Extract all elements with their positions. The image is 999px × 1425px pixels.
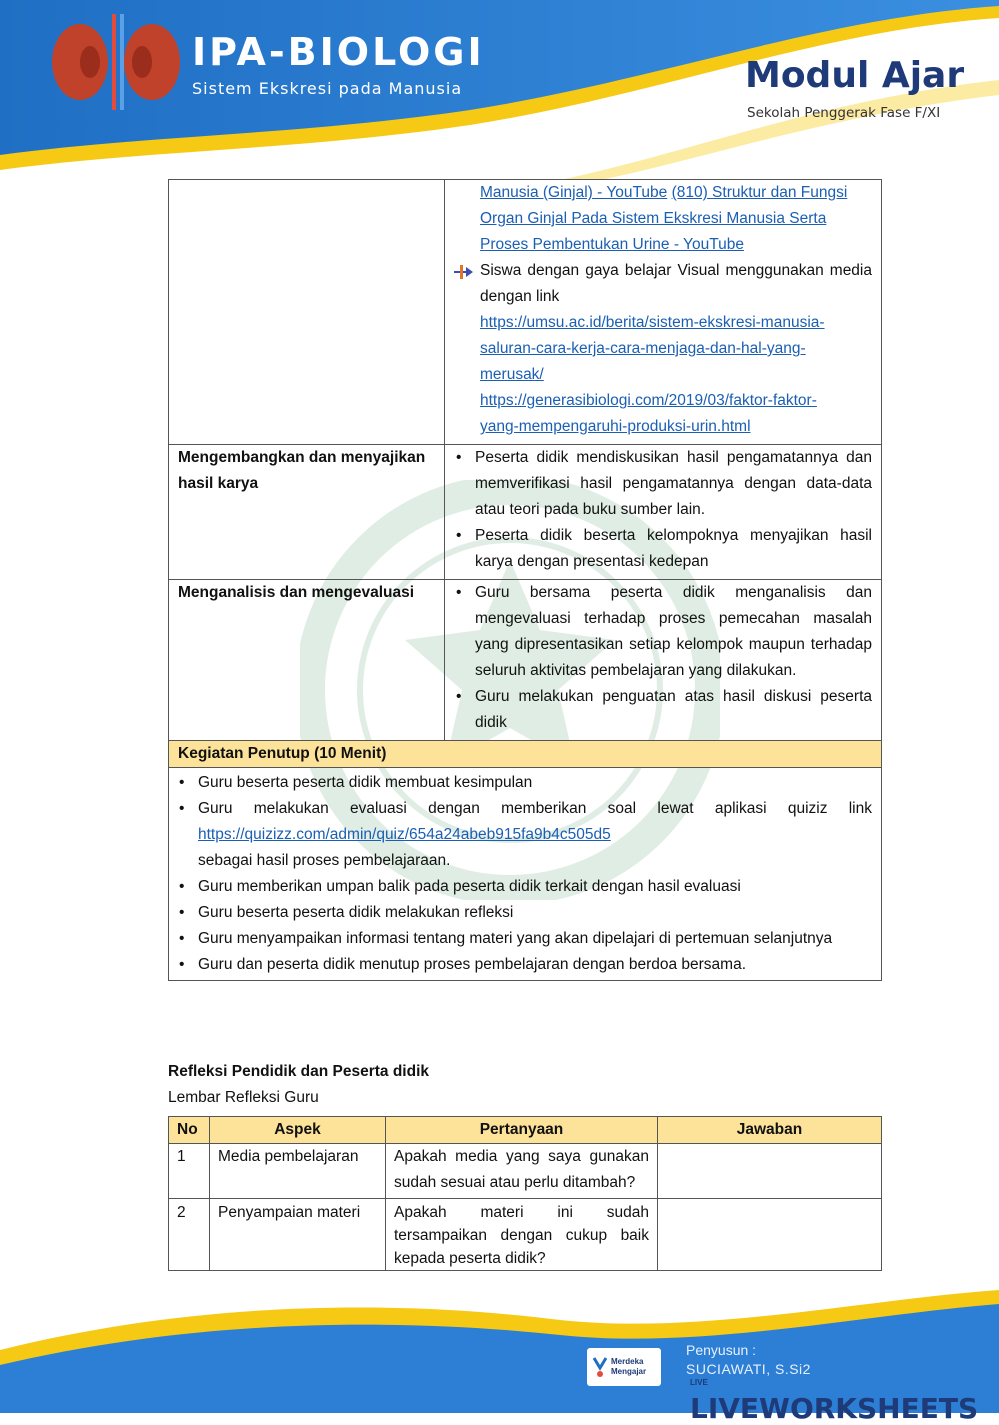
empty-label-cell	[169, 180, 445, 445]
answer-field[interactable]	[658, 1144, 882, 1199]
liveworksheets-brand	[690, 1374, 999, 1425]
col-header-aspek: Aspek	[210, 1117, 386, 1144]
reflection-title: Refleksi Pendidik dan Peserta didik	[168, 1063, 430, 1080]
youtube-link-struktur-line2[interactable]: Organ Ginjal Pada Sistem Ekskresi Manusia Serta	[480, 210, 827, 227]
col-header-jawaban: Jawaban	[658, 1117, 882, 1144]
cell-aspek: Penyampaian materi	[210, 1199, 386, 1271]
list-item: • Guru dan peserta didik menutup proses pembelajaran dengan berdoa bersama.	[198, 952, 872, 978]
col-header-pertanyaan: Pertanyaan	[386, 1117, 658, 1144]
merdeka-text: Merdeka	[611, 1357, 644, 1366]
umsu-link[interactable]: https://umsu.ac.id/berita/sistem-ekskresi-manusia-	[480, 314, 825, 331]
reflection-table	[168, 1116, 882, 1271]
visual-learner-text: Siswa dengan gaya belajar Visual menggunakan media dengan link	[480, 262, 872, 305]
generasibiologi-link-line2[interactable]: yang-mempengaruhi-produksi-urin.html	[480, 418, 751, 435]
umsu-link-line3[interactable]: merusak/	[480, 366, 544, 383]
quizizz-link[interactable]: https://quizizz.com/admin/quiz/654a24abeb915fa9b4c505d5	[198, 826, 611, 843]
module-subtitle: Sekolah Penggerak Fase F/XI	[747, 105, 941, 121]
row-label: Mengembangkan dan menyajikan hasil karya	[169, 445, 445, 580]
table-row	[169, 1144, 882, 1199]
evaluation-text: Guru melakukan evaluasi dengan memberikan soal lewat aplikasi quiziz link	[198, 800, 872, 817]
cell-aspek: Media pembelajaran	[210, 1144, 386, 1199]
page-header	[0, 0, 999, 180]
cell-pertanyaan: Apakah media yang saya gunakan sudah sesuai atau perlu ditambah?	[386, 1144, 658, 1199]
row-content	[445, 445, 882, 580]
list-item: • Guru bersama peserta didik menganalisis dan mengevaluasi terhadap proses pemecahan masalah yang dipresentasikan setiap kelompok maupun terhadap seluruh aktivitas pembelajaran yang dilakukan.	[475, 580, 872, 684]
list-item: • Guru melakukan penguatan atas hasil diskusi peserta didik	[475, 684, 872, 736]
penyusun-name: SUCIAWATI, S.Si2	[686, 1361, 811, 1377]
media-links-cell	[445, 180, 882, 445]
youtube-link-struktur[interactable]: (810) Struktur dan Fungsi	[671, 184, 848, 201]
list-item: • Peserta didik beserta kelompoknya menyajikan hasil karya dengan presentasi kedepan	[475, 523, 872, 575]
cell-pertanyaan: Apakah materi ini sudah tersampaikan dengan cukup baik kepada peserta didik?	[386, 1199, 658, 1271]
list-item: • Peserta didik mendiskusikan hasil pengamatannya dan memverifikasi hasil pengamatannya dengan data-data atau teori pada buku sumber lain.	[475, 445, 872, 523]
header-subtitle: Sistem Ekskresi pada Manusia	[192, 79, 463, 98]
cell-no: 1	[169, 1144, 210, 1199]
table-row	[169, 445, 882, 580]
umsu-link-line2[interactable]: saluran-cara-kerja-cara-menjaga-dan-hal-yang-	[480, 340, 806, 357]
table-row	[169, 1199, 882, 1271]
row-label: Menganalisis dan mengevaluasi	[169, 580, 445, 741]
answer-field[interactable]	[658, 1199, 882, 1271]
col-header-no: No	[169, 1117, 210, 1144]
arrow-bullet-icon	[454, 265, 474, 279]
evaluation-after-text: sebagai hasil proses pembelajaraan.	[198, 852, 451, 869]
penyusun-label: Penyusun :	[686, 1342, 757, 1358]
list-item: • Guru beserta peserta didik membuat kesimpulan	[198, 770, 872, 796]
merdeka-mengajar-logo	[587, 1348, 661, 1386]
cell-no: 2	[169, 1199, 210, 1271]
list-item: • Guru memberikan umpan balik pada peserta didik terkait dengan hasil evaluasi	[198, 874, 872, 900]
list-item: • Guru beserta peserta didik melakukan refleksi	[198, 900, 872, 926]
module-title: Modul Ajar	[745, 55, 965, 96]
generasibiologi-link[interactable]: https://generasibiologi.com/2019/03/faktor-faktor-	[480, 392, 817, 409]
youtube-link-struktur-line3[interactable]: Proses Pembentukan Urine - YouTube	[480, 236, 744, 253]
merdeka-mark-icon	[592, 1356, 608, 1378]
reflection-subtitle: Lembar Refleksi Guru	[168, 1089, 319, 1106]
kidney-logo-icon	[52, 14, 180, 110]
closing-content-row	[169, 768, 882, 981]
youtube-link-ginjal[interactable]: Manusia (Ginjal) - YouTube	[480, 184, 668, 201]
table-header-row	[169, 1117, 882, 1144]
row-content	[445, 580, 882, 741]
closing-heading: Kegiatan Penutup (10 Menit)	[169, 741, 882, 768]
list-item	[198, 796, 872, 874]
page-footer	[0, 1290, 999, 1425]
closing-heading-row	[169, 741, 882, 768]
closing-content	[169, 768, 882, 981]
header-title: IPA-BIOLOGI	[192, 30, 485, 74]
activity-table	[168, 179, 882, 981]
live-mini-text: LIVE	[690, 1377, 708, 1387]
table-row	[169, 180, 882, 445]
list-item: • Guru menyampaikan informasi tentang materi yang akan dipelajari di pertemuan selanjutnya	[198, 926, 872, 952]
brand-text: LIVEWORKSHEETS	[690, 1392, 979, 1425]
table-row	[169, 580, 882, 741]
mengajar-text: Mengajar	[611, 1367, 647, 1376]
